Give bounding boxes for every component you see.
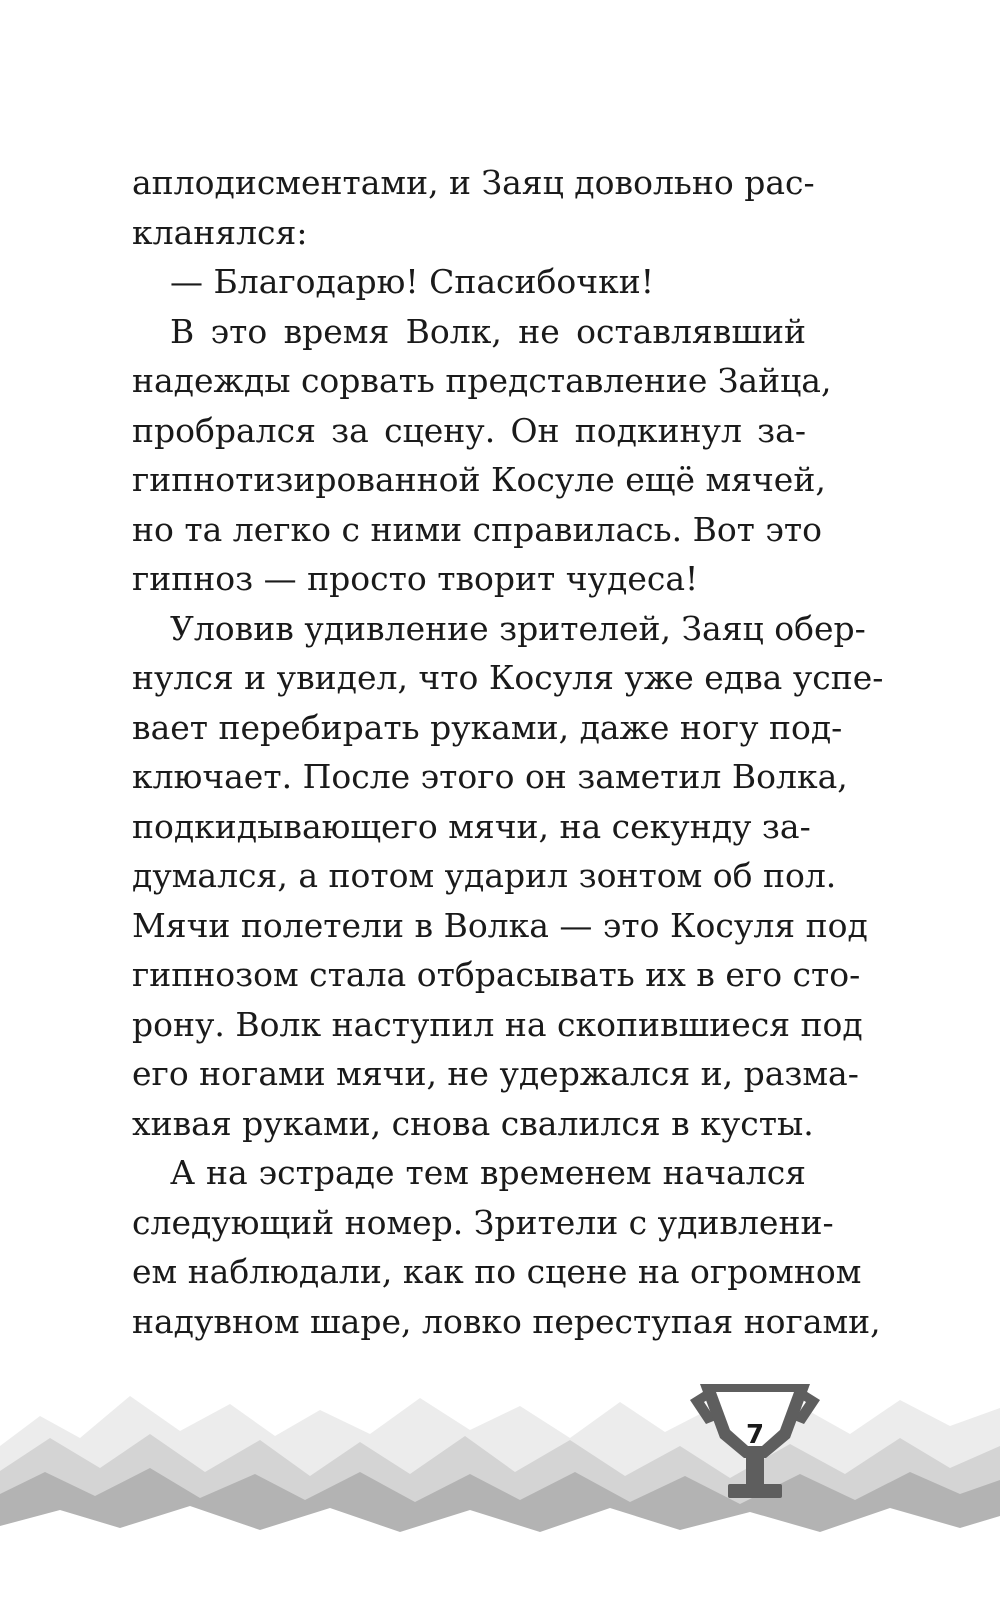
text-line: аплодисментами, и Заяц довольно рас- — [132, 163, 815, 202]
text-line: Уловив удивление зрителей, Заяц обер- — [170, 608, 866, 648]
text-line: пробрался за сцену. Он подкинул за- — [132, 410, 806, 450]
text-line: гипнозом стала отбрасывать их в его сто- — [132, 955, 861, 994]
text-line: думался, а потом ударил зонтом об пол. — [132, 856, 837, 895]
text-line: ем наблюдали, как по сцене на огромном — [132, 1252, 862, 1291]
text-line: вает перебирать руками, даже ногу под- — [132, 707, 843, 747]
text-line: надежды сорвать представление Зайца, — [132, 361, 832, 400]
text-line: хивая руками, снова свалился в кусты. — [132, 1103, 814, 1143]
mountain-footer — [0, 1376, 1000, 1616]
body-text — [132, 158, 884, 1346]
text-line: следующий номер. Зрители с удивлени- — [132, 1202, 834, 1242]
text-line: подкидывающего мячи, на секунду за- — [132, 806, 811, 846]
text-line: — Благодарю! Спасибочки! — [170, 262, 654, 301]
mountains-base — [0, 1506, 1000, 1616]
text-line: но та легко с ними справилась. Вот это — [132, 509, 823, 549]
text-line: гипнотизированной Косуле ещё мячей, — [132, 460, 826, 499]
text-line: надувном шаре, ловко переступая ногами, — [132, 1301, 881, 1341]
text-line: рону. Волк наступил на скопившиеся под — [132, 1004, 863, 1044]
text-line: В это время Волк, не оставлявший — [170, 311, 806, 351]
text-line: кланялся: — [132, 212, 308, 252]
text-line: его ногами мячи, не удержался и, разма- — [132, 1054, 859, 1093]
text-line: ключает. После этого он заметил Волка, — [132, 757, 848, 796]
text-line: Мячи полетели в Волка — это Косуля под — [132, 905, 868, 945]
text-line: А на эстраде тем временем начался — [170, 1153, 806, 1192]
text-line: гипноз — просто творит чудеса! — [132, 559, 699, 598]
text-line: нулся и увидел, что Косуля уже едва успе- — [132, 658, 884, 697]
page-number: 7 — [745, 1420, 765, 1450]
